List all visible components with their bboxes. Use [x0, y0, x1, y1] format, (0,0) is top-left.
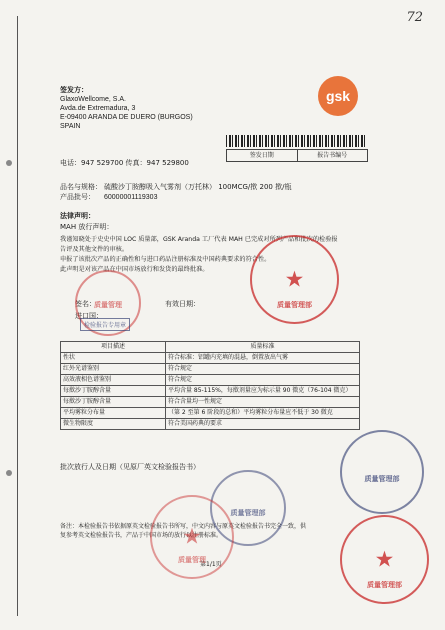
legal-paragraph: 申报了该批次产品的正确性和与进口药品注册标准及中国药典要求的符合性。: [60, 256, 271, 263]
stamp-text: 质量管理: [178, 556, 206, 564]
issue-date-label: 签发日期: [227, 150, 298, 161]
stamp-text: 质量管理部: [230, 509, 266, 517]
report-ref-box: [226, 149, 368, 162]
quality-management-stamp-blue: [340, 430, 424, 514]
issuer-label: 签发方：: [60, 86, 88, 94]
gsk-logo: gsk: [318, 76, 358, 116]
table-row: [61, 397, 360, 408]
import-country-label: 进口国：: [75, 312, 103, 320]
table-cell: 平均雾粒分布量: [61, 408, 166, 419]
table-row: [61, 364, 360, 375]
legal-paragraph: 我谨知晓处于史史中国 LOC 质量部，GSK Aranda 工厂代表 MAH 已完成对所列产品和批次的检验报: [60, 236, 338, 243]
table-row: [61, 408, 360, 419]
product-name-value: 硫酸沙丁胺醇吸入气雾剂（万托林） 100MCG/揿 200 揿/瓶: [104, 183, 292, 191]
table-cell: 微生物限度: [61, 419, 166, 430]
quality-department-stamp: [250, 235, 339, 324]
binder-hole: [6, 470, 12, 476]
barcode: [226, 135, 366, 147]
star-icon: ★: [374, 547, 395, 572]
table-header: 质量标准: [166, 342, 360, 353]
batch-value: 60000001119303: [104, 194, 158, 201]
valid-date-label: 有效日期：: [165, 300, 200, 308]
star-icon: ★: [284, 267, 305, 292]
table-cell: 性状: [61, 353, 166, 364]
table-row: [61, 375, 360, 386]
table-cell: 符合规定: [166, 375, 360, 386]
quality-department-stamp-2: [340, 515, 429, 604]
legal-subheading: MAH 放行声明：: [60, 223, 114, 231]
quality-management-stamp-2: [150, 495, 234, 579]
release-approval-line: 批次放行人及日期（见原厂英文检验报告书）: [60, 463, 200, 471]
handwritten-page-number: 72: [406, 10, 423, 25]
stamp-text: 质量管理部: [364, 475, 400, 483]
stamp-text: 质量管理部: [367, 581, 402, 589]
table-header-row: [61, 342, 360, 353]
issuer-line: E-09400 ARANDA DE DUERO (BURGOS): [60, 114, 193, 121]
issuer-line: SPAIN: [60, 123, 81, 130]
table-cell: 符合含量均一性规定: [166, 397, 360, 408]
stamp-text: 质量管理: [94, 301, 122, 309]
binder-hole: [6, 160, 12, 166]
phone-line: 电话：947 529700 传真：947 529800: [60, 159, 189, 167]
legal-paragraph: 此声明是对该产品在中国市场放行和发货的最终批准。: [60, 266, 209, 273]
table-cell: 红外光谱鉴别: [61, 364, 166, 375]
footer-page: 第1/1页: [200, 561, 222, 568]
table-row: [61, 353, 360, 364]
product-name-label: 品名与规格：: [60, 183, 102, 191]
table-cell: 每揿沙丁胺醇含量: [61, 397, 166, 408]
binder-line: [17, 16, 22, 616]
footer-note: 备注：本检验报告书依据原英文检验报告书所写，中文内容与原英文检验报告书完全一致，供: [60, 523, 307, 530]
table-row: [61, 419, 360, 430]
batch-label: 产品批号：: [60, 193, 95, 201]
test-results-table: [60, 341, 360, 430]
inspection-report-stamp: 检验报告专用章: [80, 318, 130, 331]
table-cell: 符合标准：铝罐内充填的混悬，倒置放出气雾: [166, 353, 360, 364]
legal-paragraph: 告评及其他文件的审核。: [60, 246, 129, 253]
star-icon: ★: [182, 524, 202, 550]
issuer-line: GlaxoWellcome, S.A.: [60, 96, 127, 103]
table-cell: 符合规定: [166, 364, 360, 375]
legal-heading: 法律声明：: [60, 212, 95, 220]
report-number-label: 报告书编号: [317, 152, 348, 159]
issuer-line: Avda.de Extremadura, 3: [60, 105, 136, 112]
table-cell: （第 2 至第 6 阶段的总和）平均雾粒分布量应不低于 30 微克: [166, 408, 360, 419]
table-cell: 平均含量 85-115%，每揿剂量应为标示量 90 微克（76-104 微克）: [166, 386, 360, 397]
table-cell: 每揿沙丁胺醇含量: [61, 386, 166, 397]
signature-label: 签名：: [75, 300, 96, 308]
table-cell: 符合美国药典的要求: [166, 419, 360, 430]
table-header: 项目描述: [61, 342, 166, 353]
stamp-text: 质量管理部: [277, 301, 312, 309]
footer-note: 复参考英文检验报告书，产品于中国市场的放行以注册标准。: [60, 532, 223, 539]
table-cell: 高效液相色谱鉴别: [61, 375, 166, 386]
table-row: [61, 386, 360, 397]
